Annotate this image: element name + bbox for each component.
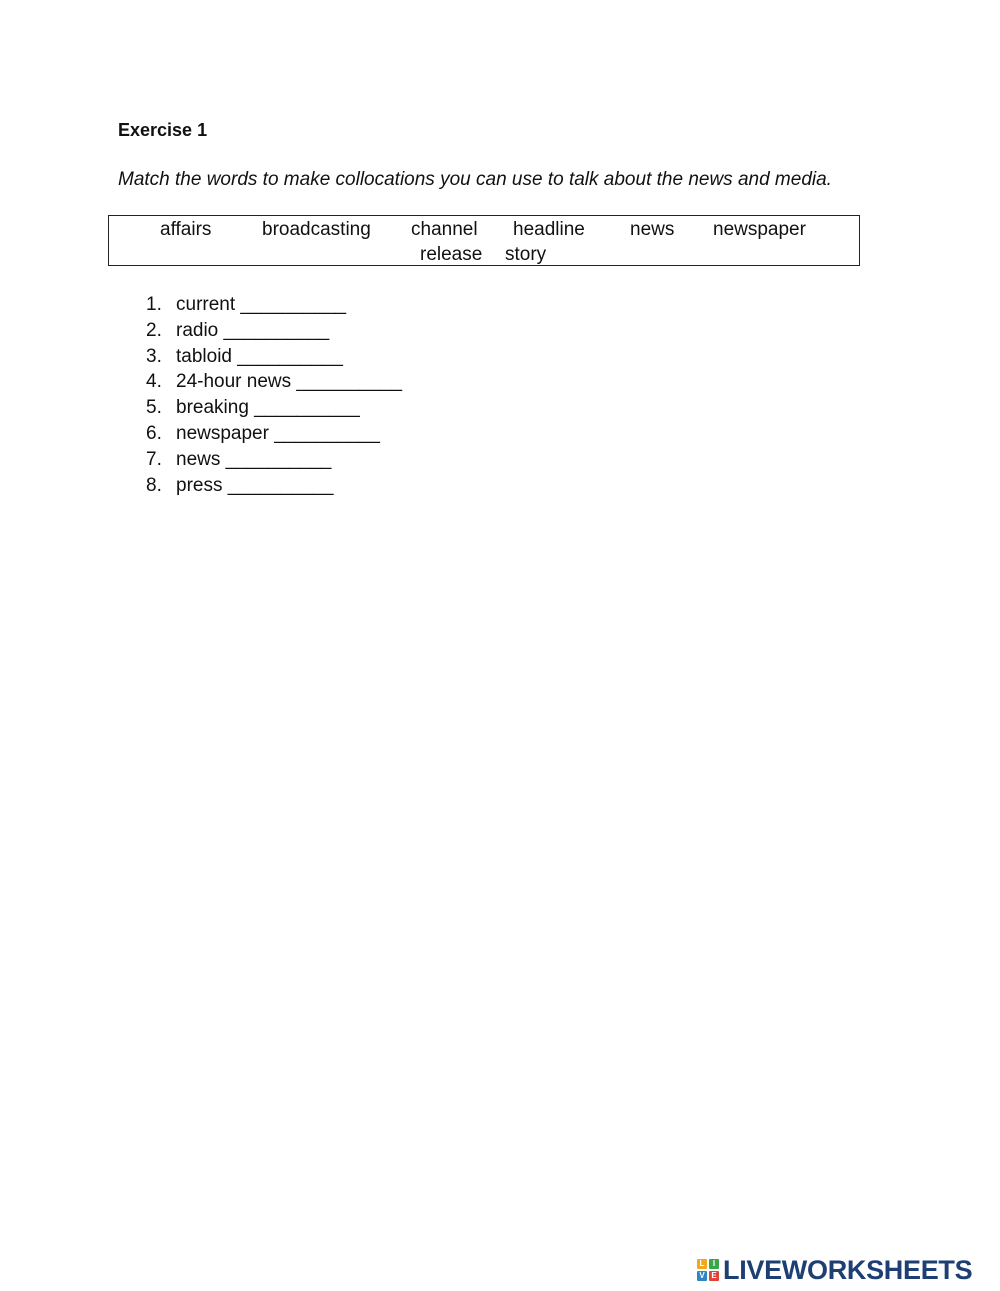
item-number: 6. [146, 422, 162, 444]
item-text: press __________ [176, 474, 334, 496]
logo-icon [697, 1259, 719, 1281]
instruction-text: Match the words to make collocations you can use to talk about the news and media. [118, 169, 832, 190]
word-box-word: affairs [160, 219, 212, 240]
item-number: 3. [146, 345, 162, 367]
exercise-list [146, 292, 402, 498]
list-item [146, 447, 402, 473]
item-text: breaking __________ [176, 397, 360, 419]
logo-cell: E [709, 1271, 719, 1281]
item-number: 4. [146, 371, 162, 393]
list-item [146, 473, 402, 499]
list-item [146, 421, 402, 447]
word-box-word: headline [513, 219, 585, 240]
word-box-word: story [505, 244, 547, 265]
item-text: radio __________ [176, 319, 330, 341]
item-number: 8. [146, 474, 162, 496]
list-item [146, 318, 402, 344]
item-text: newspaper __________ [176, 422, 380, 444]
logo-cell: I [709, 1259, 719, 1269]
item-text: current __________ [176, 294, 347, 315]
liveworksheets-logo [697, 1255, 972, 1285]
word-box-word: channel [411, 219, 478, 240]
item-text: news __________ [176, 448, 332, 470]
exercise-title: Exercise 1 [118, 120, 208, 140]
item-number: 1. [146, 294, 162, 315]
word-box [108, 215, 860, 266]
list-item [146, 395, 402, 421]
word-box-word: release [420, 244, 483, 265]
item-text: tabloid __________ [176, 345, 343, 367]
word-box-word: news [630, 219, 675, 240]
item-number: 7. [146, 448, 162, 470]
list-item [146, 292, 402, 318]
logo-cell: V [697, 1271, 707, 1281]
item-number: 5. [146, 397, 162, 419]
word-box-word: broadcasting [262, 219, 371, 240]
logo-cell: L [697, 1259, 707, 1269]
list-item [146, 369, 402, 395]
logo-text: LIVEWORKSHEETS [723, 1255, 973, 1285]
item-number: 2. [146, 319, 162, 341]
item-text: 24-hour news __________ [176, 371, 403, 393]
list-item [146, 344, 402, 370]
word-box-word: newspaper [713, 219, 806, 240]
